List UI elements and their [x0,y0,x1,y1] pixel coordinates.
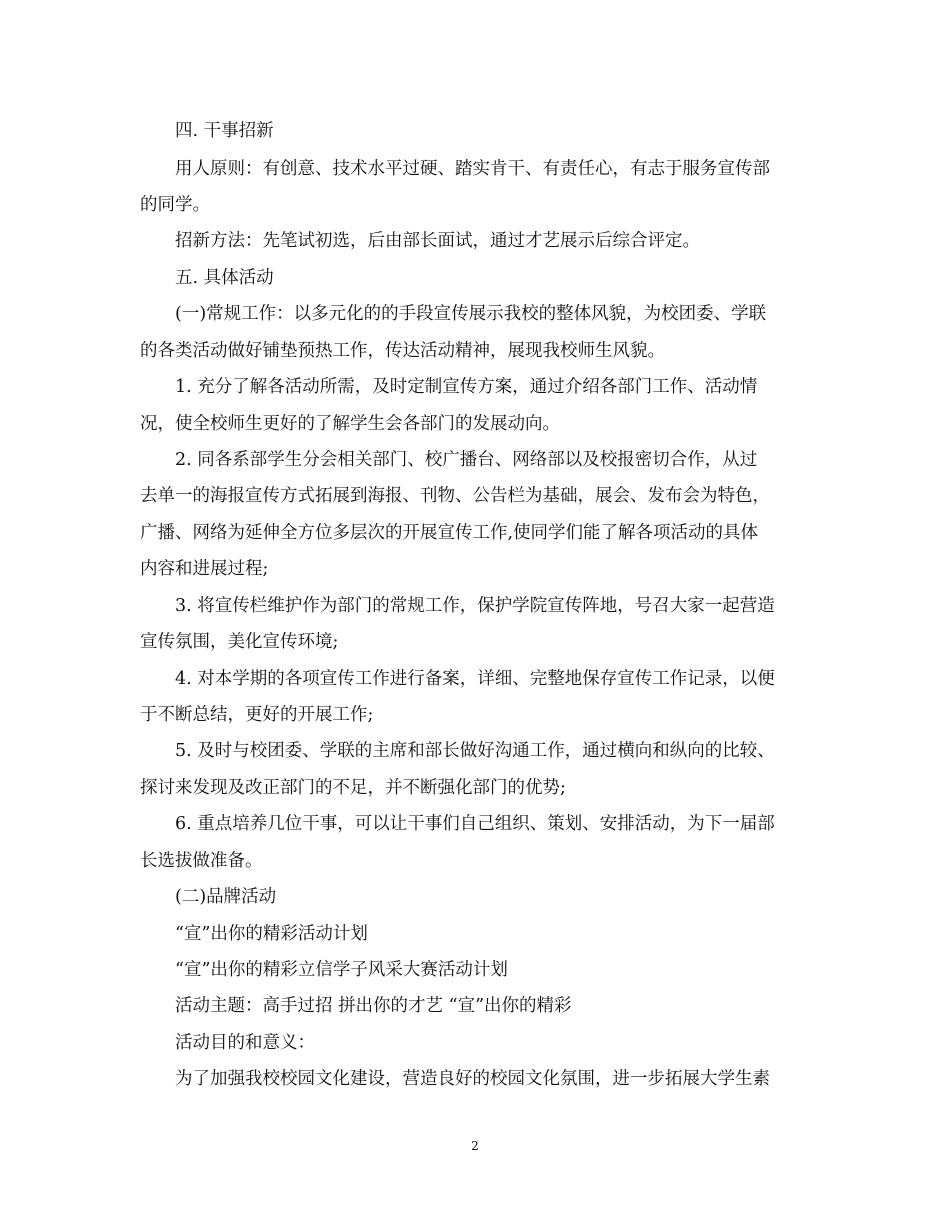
subsection-heading-brand-activities: (二)品牌活动 [175,887,277,907]
list-item-line: 6. 重点培养几位干事，可以让干事们自己组织、策划、安排活动，为下一届部 [175,814,775,834]
paragraph-line: 的同学。 [140,195,210,215]
paragraph-line: 活动目的和意义： [175,1033,315,1053]
paragraph-line: 为了加强我校校园文化建设，营造良好的校园文化氛围，进一步拓展大学生素 [175,1069,770,1089]
list-item-line: 1. 充分了解各活动所需，及时定制宣传方案，通过介绍各部门工作、活动情 [175,377,758,397]
list-item-line: 内容和进展过程; [140,559,269,579]
page-number: 2 [471,1139,479,1153]
paragraph-line: 活动主题：高手过招 拼出你的才艺 “宣”出你的精彩 [175,996,572,1016]
paragraph-line: 招新方法：先笔试初选，后由部长面试，通过才艺展示后综合评定。 [175,231,700,251]
list-item-line: 探讨来发现及改正部门的不足，并不断强化部门的优势; [140,778,566,798]
list-item-line: 去单一的海报宣传方式拓展到海报、刊物、公告栏为基础，展会、发布会为特色， [140,486,770,506]
list-item-line: 况，使全校师生更好的了解学生会各部门的发展动向。 [140,414,560,434]
list-item-line: 4. 对本学期的各项宣传工作进行备案，详细、完整地保存宣传工作记录，以便 [175,669,775,689]
list-item-line: 3. 将宣传栏维护作为部门的常规工作，保护学院宣传阵地，号召大家一起营造 [175,596,775,616]
paragraph-line: “宣”出你的精彩立信学子风采大赛活动计划 [175,960,508,980]
list-item-line: 5. 及时与校团委、学联的主席和部长做好沟通工作，通过横向和纵向的比较、 [175,741,775,761]
paragraph-line: (一)常规工作：以多元化的的手段宣传展示我校的整体风貌，为校团委、学联 [175,304,767,324]
paragraph-line: “宣”出你的精彩活动计划 [175,924,368,944]
paragraph-line: 用人原则：有创意、技术水平过硬、踏实肯干、有责任心，有志于服务宣传部 [175,159,770,179]
list-item-line: 宣传氛围，美化宣传环境; [140,632,339,652]
list-item-line: 长选拔做准备。 [140,851,263,871]
section-heading-activities: 五. 具体活动 [175,268,274,288]
list-item-line: 于不断总结，更好的开展工作; [140,705,374,725]
list-item-line: 2. 同各系部学生分会相关部门、校广播台、网络部以及校报密切合作，从过 [175,450,758,470]
section-heading-recruitment: 四. 干事招新 [175,121,274,141]
list-item-line: 广播、网络为延伸全方位多层次的开展宣传工作,使同学们能了解各项活动的具体 [140,523,759,543]
paragraph-line: 的各类活动做好铺垫预热工作，传达活动精神，展现我校师生风貌。 [140,341,665,361]
